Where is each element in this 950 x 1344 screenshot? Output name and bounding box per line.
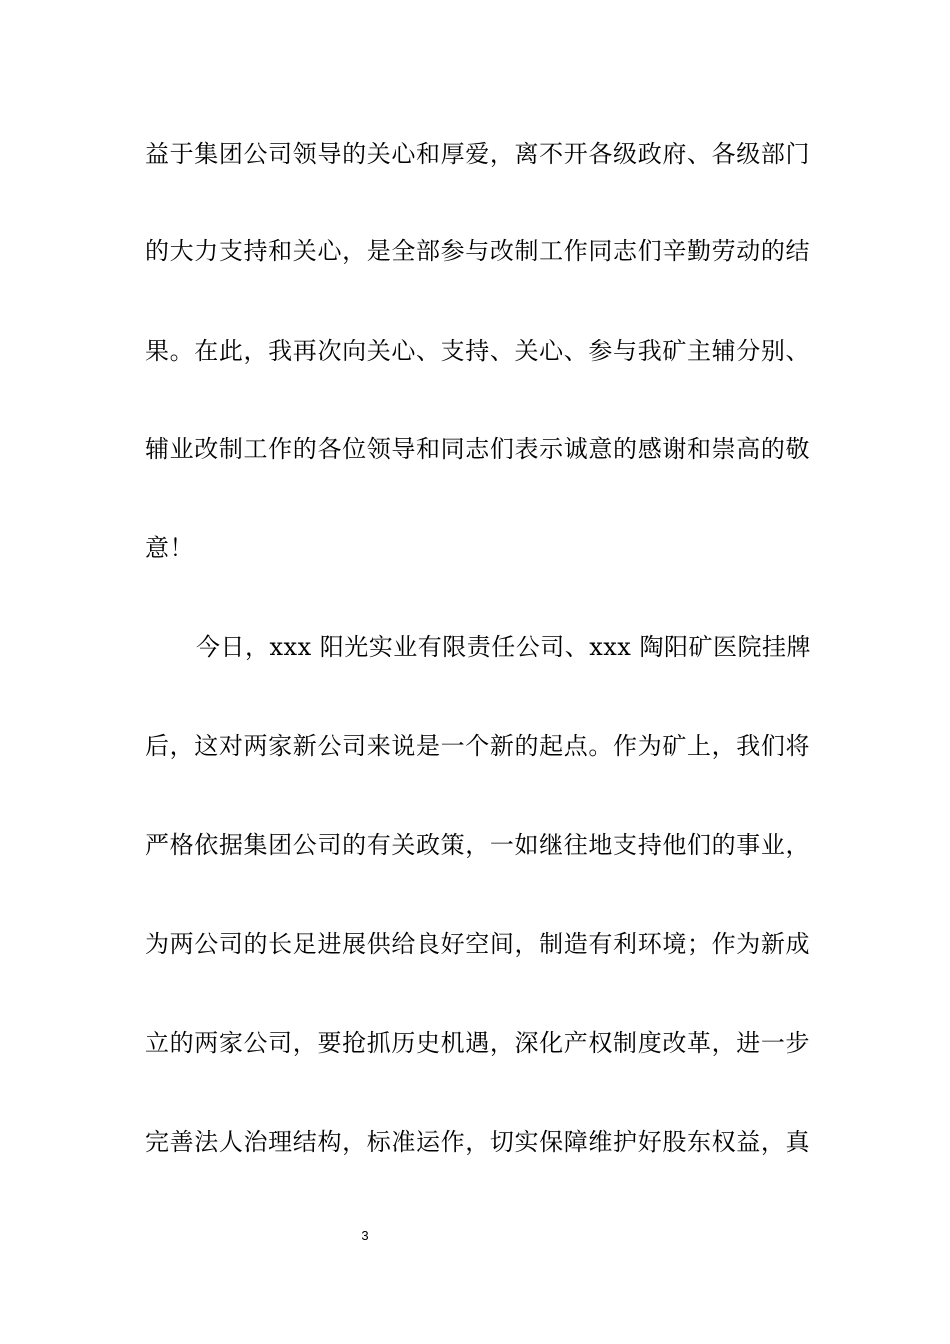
paragraph-line-8: 严格依据集团公司的有关政策，一如继往地支持他们的事业， xyxy=(145,831,810,859)
paragraph-line-3: 果。在此，我再次向关心、支持、关心、参与我矿主辅分别、 xyxy=(145,337,810,365)
paragraph-line-1: 益于集团公司领导的关心和厚爱，离不开各级政府、各级部门 xyxy=(145,140,810,168)
paragraph-line-5: 意！ xyxy=(145,534,194,562)
paragraph-line-7: 后，这对两家新公司来说是一个新的起点。作为矿上，我们将 xyxy=(145,732,810,760)
paragraph-line-10: 立的两家公司，要抢抓历史机遇，深化产权制度改革，进一步 xyxy=(145,1029,810,1057)
paragraph-line-4: 辅业改制工作的各位领导和同志们表示诚意的感谢和崇高的敬 xyxy=(145,435,810,463)
paragraph-line-2: 的大力支持和关心，是全部参与改制工作同志们辛勤劳动的结 xyxy=(145,237,810,265)
page-number: 3 xyxy=(361,1228,369,1243)
paragraph-line-11: 完善法人治理结构，标准运作，切实保障维护好股东权益，真 xyxy=(145,1128,810,1156)
paragraph-line-9: 为两公司的长足进展供给良好空间，制造有利环境；作为新成 xyxy=(145,930,810,958)
paragraph-line-6: 今日，xxx 阳光实业有限责任公司、xxx 陶阳矿医院挂牌 xyxy=(196,633,811,661)
